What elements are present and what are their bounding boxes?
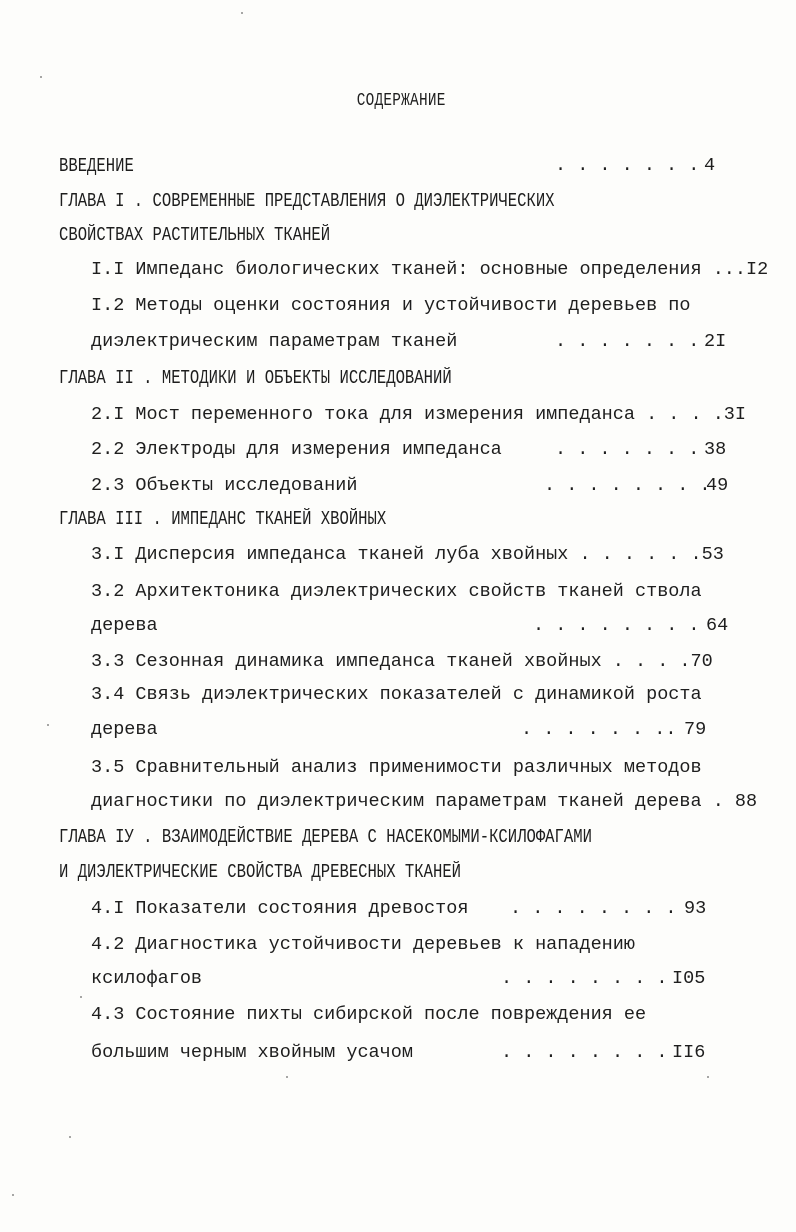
page-number: 93	[684, 898, 707, 919]
toc-entry-continued: диагностики по диэлектрическим параметрам тканей дерева . 88	[91, 791, 758, 812]
page-number: 4	[704, 155, 716, 176]
toc-entry: 3.2 Архитектоника диэлектрических свойств тканей ствола	[91, 581, 702, 602]
page-number: 2I	[704, 331, 727, 352]
chapter-heading: ГЛАВА I . СОВРЕМЕННЫЕ ПРЕДСТАВЛЕНИЯ О ДИЭЛЕКТРИЧЕСКИХ	[59, 190, 555, 212]
page-number: I05	[672, 968, 706, 989]
page-number: 38	[704, 439, 727, 460]
toc-entry: 4.3 Состояние пихты сибирской после повреждения ее	[91, 1004, 647, 1025]
chapter-heading-continued: СВОЙСТВАХ РАСТИТЕЛЬНЫХ ТКАНЕЙ	[59, 224, 331, 246]
toc-entry-continued: дерева	[91, 615, 158, 636]
page-number: 49	[706, 475, 729, 496]
page-number: 64	[706, 615, 729, 636]
toc-entry: 2.I Мост переменного тока для измерения импеданса . . . .3I	[91, 404, 747, 425]
chapter-heading: ГЛАВА II . МЕТОДИКИ И ОБЪЕКТЫ ИССЛЕДОВАНИЙ	[59, 367, 452, 389]
dot-leader: . . . . . . . .	[501, 1042, 668, 1063]
toc-entry-continued: большим черным хвойным усачом	[91, 1042, 413, 1063]
toc-entry: 2.2 Электроды для измерения импеданса	[91, 439, 502, 460]
scan-speck	[80, 996, 82, 998]
chapter-heading-continued: И ДИЭЛЕКТРИЧЕСКИЕ СВОЙСТВА ДРЕВЕСНЫХ ТКАНЕЙ	[59, 861, 462, 883]
scan-speck	[40, 76, 42, 78]
page-number: II6	[672, 1042, 706, 1063]
dot-leader: . . . . . . .	[555, 155, 700, 176]
dot-leader: . . . . . . . .	[501, 968, 668, 989]
toc-entry-intro: ВВЕДЕНИЕ	[59, 155, 134, 177]
scan-speck	[241, 12, 243, 14]
dot-leader: . . . . . . .	[555, 331, 700, 352]
scan-speck	[47, 724, 49, 726]
dot-leader: . . . . . . . .	[510, 898, 677, 919]
toc-entry: 2.3 Объекты исследований	[91, 475, 358, 496]
page-number: 79	[684, 719, 707, 740]
scan-speck	[12, 1194, 14, 1196]
toc-entry: 4.I Показатели состояния древостоя	[91, 898, 469, 919]
toc-entry: 3.3 Сезонная динамика импеданса тканей хвойных . . . .70	[91, 651, 713, 672]
dot-leader: . . . . . . . .	[544, 475, 711, 496]
scan-speck	[69, 1136, 71, 1138]
toc-entry-continued: дерева	[91, 719, 158, 740]
chapter-heading: ГЛАВА IУ . ВЗАИМОДЕЙСТВИЕ ДЕРЕВА С НАСЕКОМЫМИ-КСИЛОФАГАМИ	[59, 826, 592, 848]
dot-leader: . . . . . . .	[555, 439, 700, 460]
toc-entry: 3.I Дисперсия импеданса тканей луба хвойных . . . . . .53	[91, 544, 724, 565]
scan-speck	[286, 1076, 288, 1078]
toc-entry: 4.2 Диагностика устойчивости деревьев к нападению	[91, 934, 635, 955]
toc-entry: 3.5 Сравнительный анализ применимости различных методов	[91, 757, 702, 778]
dot-leader: . . . . . . . .	[533, 615, 700, 636]
toc-entry: I.I Импеданс биологических тканей: основные определения ...I2	[91, 259, 769, 280]
chapter-heading: ГЛАВА III . ИМПЕДАНС ТКАНЕЙ ХВОЙНЫХ	[59, 508, 387, 530]
scan-speck	[707, 1076, 709, 1078]
toc-entry-continued: ксилофагов	[91, 968, 203, 989]
toc-entry: 3.4 Связь диэлектрических показателей с динамикой роста	[91, 684, 702, 705]
toc-entry-continued: диэлектрическим параметрам тканей	[91, 331, 458, 352]
toc-entry: I.2 Методы оценки состояния и устойчивости деревьев по	[91, 295, 691, 316]
toc-title: СОДЕРЖАНИЕ	[356, 91, 446, 111]
dot-leader: . . . . . . ..	[521, 719, 677, 740]
